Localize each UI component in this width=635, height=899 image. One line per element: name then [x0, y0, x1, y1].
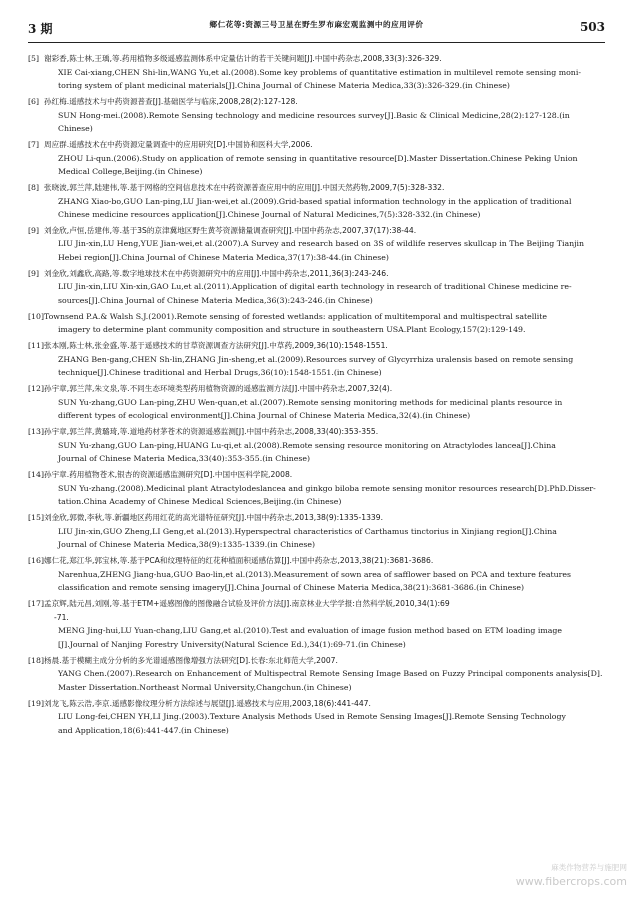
reference-text-en: LIU Jin-xin,LIU Xin-xin,GAO Lu,et al.(2011).Application of digital earth technology in research of traditional Chinese medicine re-	[58, 282, 572, 292]
reference-number: [19]	[28, 698, 45, 708]
reference-entry	[28, 181, 605, 222]
reference-number: [17]	[28, 599, 45, 608]
reference-number: [15]	[28, 513, 45, 523]
reference-number: [12]	[28, 384, 45, 394]
reference-line	[28, 697, 605, 711]
reference-line	[28, 525, 605, 539]
reference-line	[28, 95, 605, 109]
reference-text-en: tation.China Academy of Chinese Medical Sciences,Beijing.(in Chinese)	[58, 497, 342, 507]
reference-line	[28, 181, 605, 195]
reference-entry	[28, 468, 605, 509]
reference-line	[28, 382, 605, 396]
reference-entry	[28, 52, 605, 93]
reference-line	[28, 611, 605, 625]
reference-text-en: toring system of plant medicinal materials[J].China Journal of Chinese Materia Medica,33(3):326-329.(in Chinese)	[58, 81, 510, 91]
reference-line	[28, 681, 605, 695]
reference-number: [7]	[28, 139, 40, 149]
reference-number: [18]	[28, 655, 45, 665]
watermark-url: www.fibercrops.com	[515, 875, 627, 888]
reference-text-en: ZHOU Li-qun.(2006).Study on application of remote sensing in quantitative resource[D].Master Dissertation.Chinese Peking Union	[58, 153, 578, 163]
reference-text-en: LIU Jin-xin,LU Heng,YUE Jian-wei,et al.(2007).A Survey and research based on 3S of wildlife reserves skullcap in The Beijing Tianjin	[58, 239, 585, 249]
header-rule	[28, 42, 605, 43]
reference-line	[28, 597, 605, 611]
reference-entry	[28, 95, 605, 136]
reference-line	[28, 52, 605, 66]
reference-line	[28, 237, 605, 251]
reference-text-cn: 刘龙飞,陈云浩,李京.遥感影像纹理分析方法综述与展望[J].遥感技术与应用,2003,18(6):441-447.	[44, 698, 371, 708]
reference-line	[28, 251, 605, 265]
reference-line	[28, 165, 605, 179]
reference-line	[28, 439, 605, 453]
reference-number: [9]	[28, 268, 40, 278]
reference-number: [8]	[28, 182, 40, 192]
reference-text-en: YANG Chen.(2007).Research on Enhancement of Multispectral Remote Sensing Image Based on Fuzzy Principal components analysis[D].	[58, 669, 603, 679]
reference-text-cn: 刘金欣,卢恒,岳建伟,等.基于3S的京津冀地区野生黄芩资源储量调查研究[J].中国中药杂志,2007,37(17):38-44.	[44, 225, 417, 235]
reference-text-cn: 孙宇章,郭兰萍,黄璐琦,等.道地药材茅苍术的资源遥感监测[J].中国中药杂志,2008,33(40):353-355.	[44, 427, 379, 437]
reference-line	[28, 280, 605, 294]
reference-number: [13]	[28, 427, 45, 437]
reference-entry	[28, 138, 605, 179]
reference-text-en: Townsend P.A.& Walsh S.J.(2001).Remote sensing of forested wetlands: application of multitemporal and multispectral satellite	[44, 311, 547, 321]
reference-text-en: SUN Yu-zhang,GUO Lan-ping,ZHU Wen-quan,et al.(2007).Remote sensing monitoring methods for medicinal plants resource in	[58, 397, 563, 407]
reference-number: [9]	[28, 225, 40, 235]
reference-text-cn: 张晓波,郭兰萍,陆建伟,等.基于网格的空间信息技术在中药资源普查应用中的应用[J].中国天然药物,2009,7(5):328-332.	[44, 182, 445, 192]
reference-text-cn: 孙红梅.遥感技术与中药资源普查[J].基础医学与临床,2008,28(2):127-128.	[44, 96, 298, 106]
reference-text-en: Medical College,Beijing.(in Chinese)	[58, 167, 203, 177]
reference-text-en: [J].Journal of Nanjing Forestry University(Natural Science Ed.),34(1):69-71.(in Chinese)	[58, 639, 406, 649]
reference-text-cn: 刘金欣,郭微,李秋,等.新疆地区药用红花的高光谱特征研究[J].中国中药杂志,2013,38(9):1335-1339.	[44, 513, 383, 523]
reference-entry	[28, 339, 605, 380]
reference-line	[28, 667, 605, 681]
reference-entry	[28, 654, 605, 695]
reference-entry	[28, 511, 605, 552]
reference-entry	[28, 697, 605, 738]
reference-line	[28, 353, 605, 367]
reference-text-en: Narenhua,ZHENG Jiang-hua,GUO Bao-lin,et al.(2013).Measurement of sown area of safflower based on PCA and texture features	[58, 569, 572, 579]
reference-line	[28, 208, 605, 222]
reference-line	[28, 224, 605, 238]
reference-text-en: LIU Long-fei,CHEN YH,LI Jing.(2003).Texture Analysis Methods Used in Remote Sensing Images[J].Remote Sensing Technology	[58, 712, 566, 722]
reference-line	[28, 396, 605, 410]
reference-text-en: imagery to determine plant community composition and structure in southeastern USA.Plant Ecology,157(2):129-149.	[58, 325, 526, 335]
reference-text-cn: 杨晨.基于模糊主成分分析的多光谱遥感图像增强方法研究[D].长春:东北师范大学,2007.	[44, 655, 338, 665]
reference-text-en: Journal of Chinese Materia Medica,38(9):1335-1339.(in Chinese)	[58, 540, 315, 550]
reference-entry	[28, 425, 605, 466]
reference-entry	[28, 554, 605, 595]
reference-text-en: XIE Cai-xiang,CHEN Shi-lin,WANG Yu,et al.(2008).Some key problems of quantitative estimation in multilevel remote sensing moni-	[58, 67, 581, 77]
reference-line	[28, 152, 605, 166]
reference-entry	[28, 597, 605, 651]
reference-line	[28, 409, 605, 423]
reference-entry	[28, 224, 605, 265]
reference-text-cn: 孟京辉,陆元昌,刘刚,等.基于ETM+遥感图像的图像融合试验及评价方法[J].南京林业大学学报:自然科学版,2010,34(1):69	[44, 599, 450, 608]
reference-line	[28, 122, 605, 136]
reference-line	[28, 66, 605, 80]
reference-text-en: ZHANG Xiao-bo,GUO Lan-ping,LU Jian-wei,et al.(2009).Grid-based spatial information technology in the application of traditional	[58, 196, 572, 206]
reference-line	[28, 138, 605, 152]
reference-line	[28, 109, 605, 123]
reference-text-en: Chinese)	[58, 124, 93, 134]
reference-text-en: classification and remote sensing imagery[J].China Journal of Chinese Materia Medica,38(21):3681-3686.(in Chinese)	[58, 583, 524, 593]
reference-line	[28, 323, 605, 337]
reference-entry	[28, 267, 605, 308]
reference-list	[28, 52, 605, 740]
reference-line	[28, 538, 605, 552]
reference-text-en: and Application,18(6):441-447.(in Chinese)	[58, 725, 229, 735]
running-header	[28, 14, 605, 40]
reference-text-en: Journal of Chinese Materia Medica,33(40):353-355.(in Chinese)	[58, 454, 311, 464]
reference-text-cn: 刘金欣,刘鑫欣,高路,等.数字地球技术在中药资源研究中的应用[J].中国中药杂志,2011,36(3):243-246.	[44, 268, 389, 278]
reference-text-en: SUN Hong-mei.(2008).Remote Sensing technology and medicine resources survey[J].Basic & Clinical Medicine,28(2):127-128.(in	[58, 110, 570, 120]
reference-number: [16]	[28, 556, 45, 566]
reference-line	[28, 79, 605, 93]
reference-line	[28, 310, 605, 324]
issue-label: 3 期	[28, 22, 53, 36]
reference-text-cn: -71.	[54, 612, 69, 622]
watermark	[516, 861, 627, 889]
reference-entry	[28, 310, 605, 337]
reference-text-en: LIU Jin-xin,GUO Zheng,LI Geng,et al.(2013).Hyperspectral characteristics of Carthamus tinctorius in Xinjiang region[J].China	[58, 526, 557, 536]
reference-line	[28, 452, 605, 466]
reference-line	[28, 724, 605, 738]
reference-line	[28, 425, 605, 439]
reference-number: [10]	[28, 311, 45, 321]
reference-line	[28, 710, 605, 724]
reference-line	[28, 468, 605, 482]
reference-text-en: SUN Yu-zhang.(2008).Medicinal plant Atractylodeslancea and ginkgo biloba remote sensing monitor resources research[D].PhD.Disser-	[58, 483, 596, 493]
reference-text-en: technique[J].Chinese traditional and Herbal Drugs,36(10):1548-1551.(in Chinese)	[58, 368, 382, 378]
reference-line	[28, 495, 605, 509]
running-title: 鄉仁花等:资源三号卫星在野生罗布麻宏观监测中的应用评价	[209, 20, 424, 29]
reference-number: [11]	[28, 341, 45, 351]
reference-text-cn: 孙宇章,郭兰萍,朱文泉,等.不同生态环境类型药用植物资源的遥感监测方法[J].中国中药杂志,2007,32(4).	[44, 384, 393, 394]
reference-line	[28, 511, 605, 525]
reference-line	[28, 638, 605, 652]
reference-text-en: sources[J].China Journal of Chinese Materia Medica,36(3):243-246.(in Chinese)	[58, 296, 373, 306]
reference-line	[28, 554, 605, 568]
reference-text-cn: 张本刚,陈士林,张金盛,等.基于遥感技术的甘草资源调查方法研究[J].中草药,2009,36(10):1548-1551.	[44, 341, 388, 351]
reference-line	[28, 366, 605, 380]
reference-text-en: Chinese medicine resources application[J].Chinese Journal of Natural Medicines,7(5):328-332.(in Chinese)	[58, 210, 481, 220]
page-number: 503	[579, 20, 605, 34]
reference-number: [5]	[28, 54, 40, 63]
reference-line	[28, 339, 605, 353]
reference-line	[28, 624, 605, 638]
reference-text-en: ZHANG Ben-gang,CHEN Sh-lin,ZHANG Jin-sheng,et al.(2009).Resources survey of Glycyrrhiza uralensis based on remote sensing	[58, 354, 574, 364]
watermark-cn: 麻类作物营养与施肥网	[551, 863, 627, 872]
reference-line	[28, 294, 605, 308]
reference-line	[28, 482, 605, 496]
reference-number: [6]	[28, 96, 40, 106]
reference-line	[28, 581, 605, 595]
reference-text-en: Hebei region[J].China Journal of Chinese Materia Medica,37(17):38-44.(in Chinese)	[58, 253, 389, 263]
reference-text-en: SUN Yu-zhang,GUO Lan-ping,HUANG Lu-qi,et al.(2008).Remote sensing resource monitoring on Atractylodes lancea[J].China	[58, 440, 556, 450]
reference-line	[28, 195, 605, 209]
reference-text-cn: 周应群.遥感技术在中药资源定量调查中的应用研究[D].中国协和医科大学,2006.	[44, 139, 313, 149]
reference-entry	[28, 382, 605, 423]
reference-text-cn: 谢彩香,陈士林,王瑀,等.药用植物多级遥感监测体系中定量估计的若干关键问题[J].中国中药杂志,2008,33(3):326-329.	[44, 54, 442, 63]
reference-text-en: MENG Jing-hui,LU Yuan-chang,LIU Gang,et al.(2010).Test and evaluation of image fusion method based on ETM loading image	[58, 626, 562, 636]
reference-line	[28, 654, 605, 668]
reference-line	[28, 568, 605, 582]
reference-text-en: Master Dissertation.Northeast Normal University,Changchun.(in Chinese)	[58, 682, 352, 692]
reference-text-en: different types of ecological environment[J].China Journal of Chinese Materia Medica,32(4).(in Chinese)	[58, 411, 471, 421]
reference-text-cn: 娜仁花,郑江华,郭宝林,等.基于PCA和纹理特征的红花种植面积遥感估算[J].中国中药杂志,2013,38(21):3681-3686.	[44, 556, 434, 566]
reference-line	[28, 267, 605, 281]
reference-text-cn: 孙宇章.药用植物苍术,银杏的资源遥感监测研究[D].中国中医科学院,2008.	[44, 470, 293, 480]
reference-number: [14]	[28, 470, 45, 480]
